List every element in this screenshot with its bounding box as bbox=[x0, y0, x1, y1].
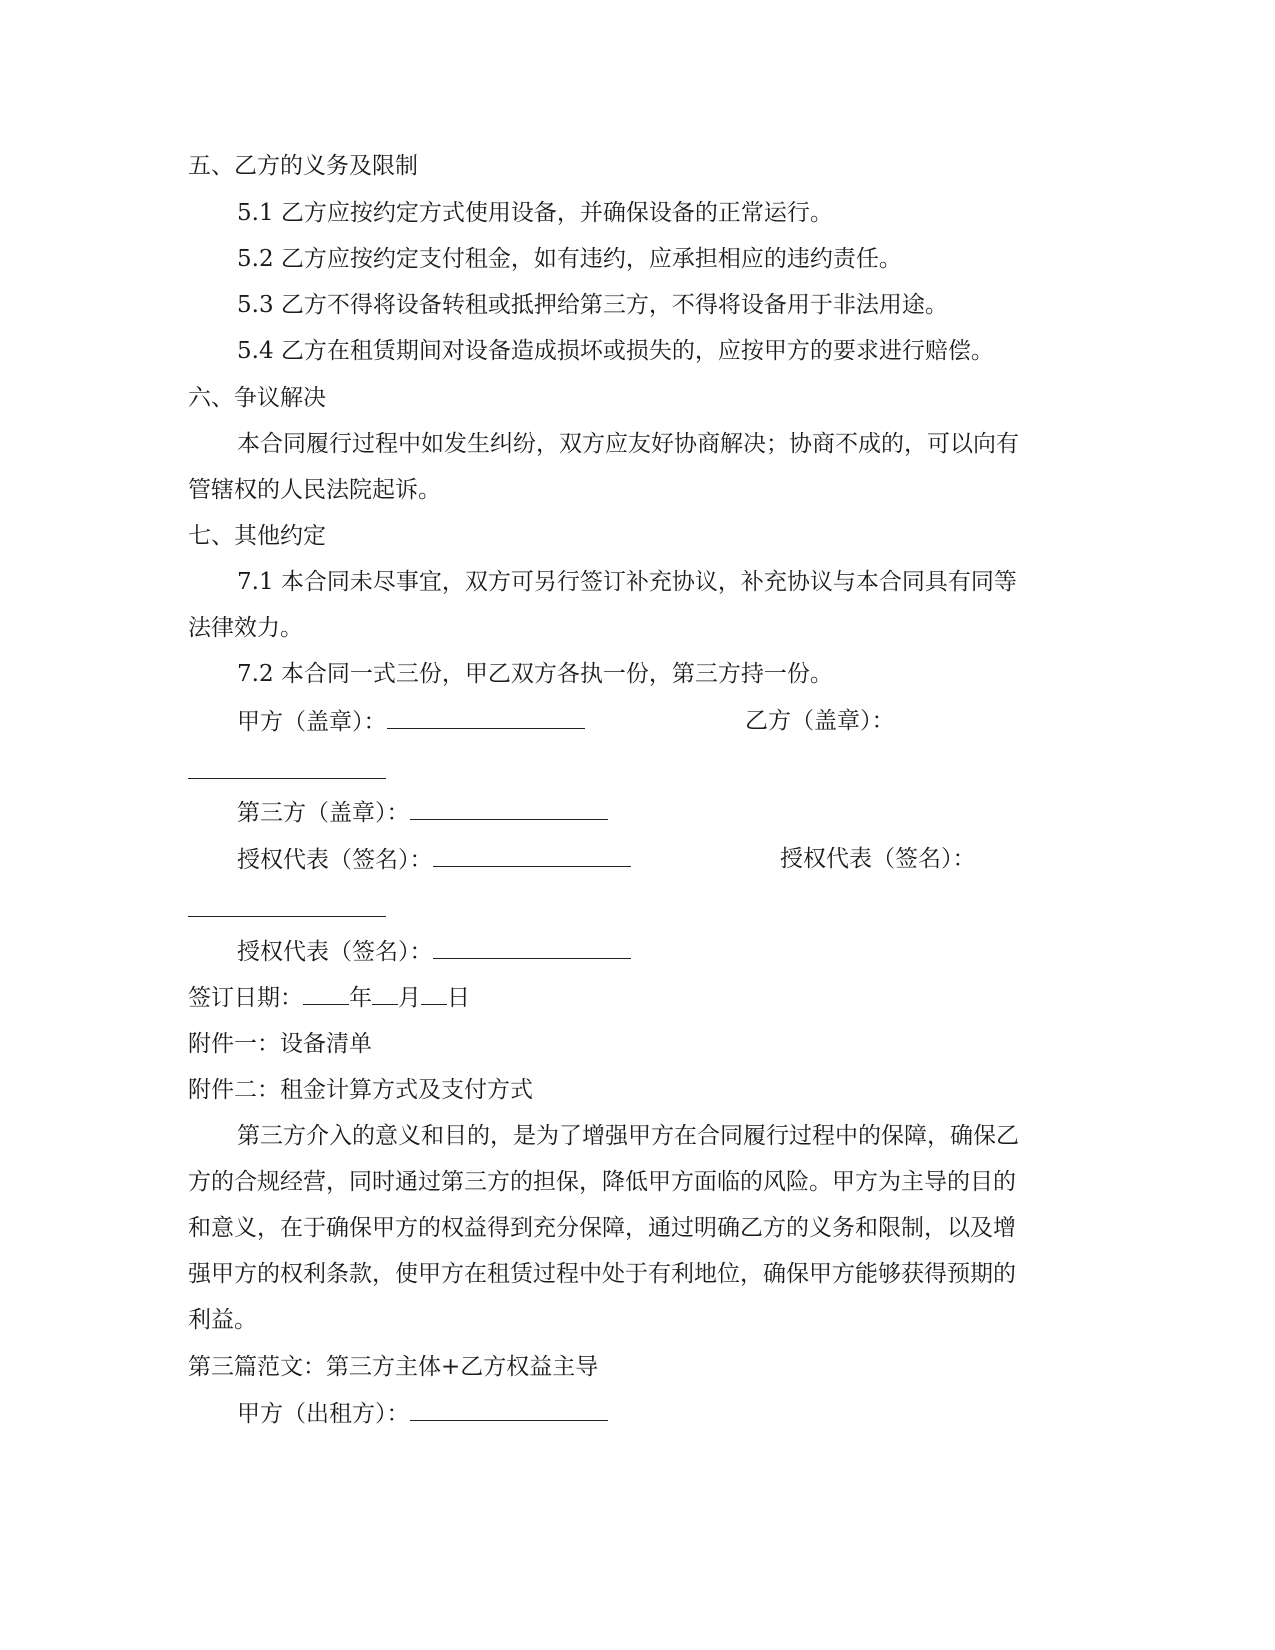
closing-line-2: 方的合规经营，同时通过第三方的担保，降低甲方面临的风险。甲方为主导的目的 bbox=[188, 1169, 1016, 1195]
section7-item2: 7.2 本合同一式三份，甲乙双方各执一份，第三方持一份。 bbox=[237, 661, 833, 687]
rep-b-label: 授权代表（签名）： bbox=[780, 846, 976, 872]
section7-item1-line-1: 7.1 本合同未尽事宜，双方可另行签订补充协议，补充协议与本合同具有同等 bbox=[237, 569, 1017, 595]
section7-heading: 七、其他约定 bbox=[188, 523, 326, 549]
closing-line-5: 利益。 bbox=[188, 1307, 257, 1333]
third-sample-title: 第三篇范文：第三方主体+乙方权益主导 bbox=[188, 1354, 599, 1380]
closing-line-4: 强甲方的权利条款，使甲方在租赁过程中处于有利地位，确保甲方能够获得预期的 bbox=[188, 1261, 1016, 1287]
sign-month-label: 月 bbox=[398, 985, 421, 1011]
section6-line-1: 本合同履行过程中如发生纠纷，双方应友好协商解决；协商不成的，可以向有 bbox=[237, 431, 1019, 457]
sign-day-label: 日 bbox=[447, 985, 470, 1011]
sign-day-blank bbox=[421, 982, 447, 1005]
section6-line-2: 管辖权的人民法院起诉。 bbox=[188, 477, 441, 503]
third-party-seal-label: 第三方（盖章）： bbox=[237, 800, 410, 826]
section5-item-2: 5.2 乙方应按约定支付租金，如有违约，应承担相应的违约责任。 bbox=[237, 246, 902, 272]
party-b-seal-label: 乙方（盖章）： bbox=[745, 708, 895, 734]
section5-item-1: 5.1 乙方应按约定方式使用设备，并确保设备的正常运行。 bbox=[237, 200, 833, 226]
rep-a-label: 授权代表（签名）： bbox=[237, 847, 433, 873]
third-party-seal-row bbox=[237, 797, 608, 827]
attachment-2: 附件二：租金计算方式及支付方式 bbox=[188, 1077, 533, 1103]
party-a-seal-label: 甲方（盖章）： bbox=[237, 709, 387, 735]
rep-third-label: 授权代表（签名）： bbox=[237, 939, 433, 965]
third-party-rep-row bbox=[237, 936, 631, 966]
sign-year-label: 年 bbox=[349, 985, 372, 1011]
sign-month-blank bbox=[372, 982, 398, 1005]
closing-line-3: 和意义，在于确保甲方的权益得到充分保障，通过明确乙方的义务和限制，以及增 bbox=[188, 1215, 1016, 1241]
section5-item-4: 5.4 乙方在租赁期间对设备造成损坏或损失的，应按甲方的要求进行赔偿。 bbox=[237, 338, 994, 364]
rep-third-blank bbox=[433, 936, 631, 959]
lessor-row bbox=[237, 1398, 608, 1428]
sign-date-label: 签订日期： bbox=[188, 985, 303, 1011]
section6-heading: 六、争议解决 bbox=[188, 385, 326, 411]
section5-heading: 五、乙方的义务及限制 bbox=[188, 153, 418, 179]
section7-item1-line-2: 法律效力。 bbox=[188, 615, 303, 641]
party-a-seal-blank bbox=[387, 706, 585, 729]
rep-b-blank bbox=[188, 916, 386, 917]
closing-line-1: 第三方介入的意义和目的，是为了增强甲方在合同履行过程中的保障，确保乙 bbox=[237, 1123, 1019, 1149]
sign-date-row bbox=[188, 982, 470, 1012]
lessor-label: 甲方（出租方）： bbox=[237, 1401, 410, 1427]
signature-row-parties bbox=[0, 706, 1275, 736]
third-party-seal-blank bbox=[410, 797, 608, 820]
signature-row-reps bbox=[0, 844, 1275, 874]
attachment-1: 附件一：设备清单 bbox=[188, 1031, 372, 1057]
rep-a-blank bbox=[433, 844, 631, 867]
section5-item-3: 5.3 乙方不得将设备转租或抵押给第三方，不得将设备用于非法用途。 bbox=[237, 292, 948, 318]
sign-year-blank bbox=[303, 982, 349, 1005]
party-b-seal-blank bbox=[188, 778, 386, 779]
lessor-blank bbox=[410, 1398, 608, 1421]
